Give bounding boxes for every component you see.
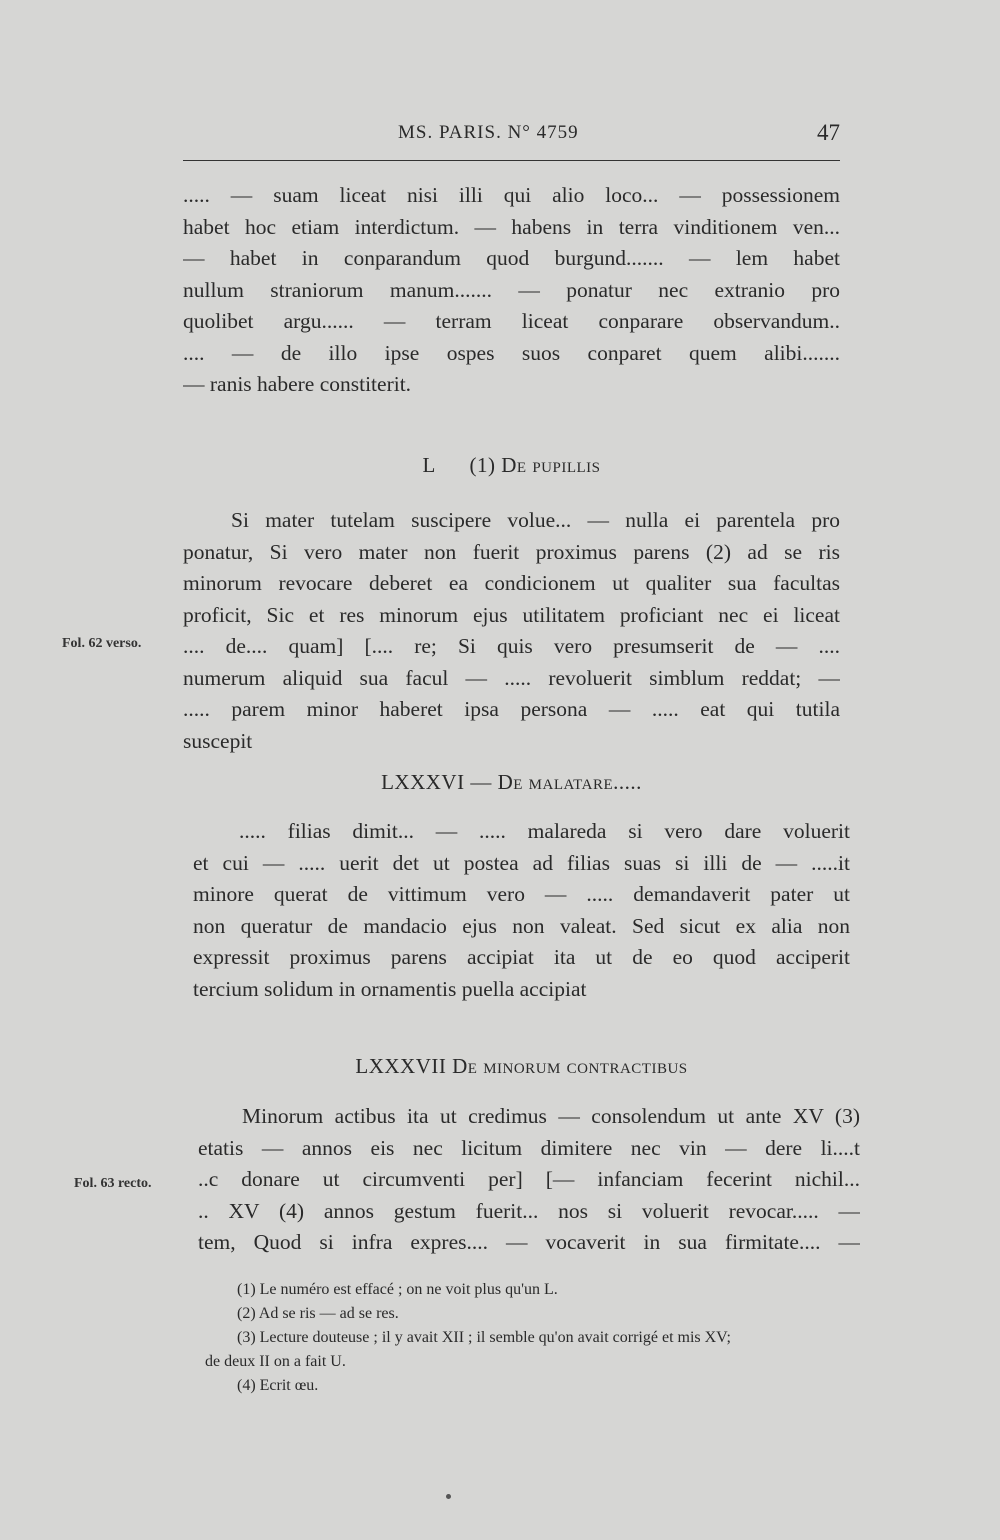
heading-title: De minorum contractibus bbox=[452, 1054, 688, 1078]
section-heading-lxxxvii bbox=[193, 1054, 850, 1079]
page-mark bbox=[446, 1494, 451, 1499]
text-line: — ranis habere constiterit. bbox=[183, 372, 412, 396]
text-line: expressit proximus parens accipiat ita ut de eo quod acciperit bbox=[193, 945, 850, 969]
heading-title: — De malatare..... bbox=[470, 770, 642, 794]
page-number: 47 bbox=[817, 120, 840, 145]
text-line: non queratur de mandacio ejus non valeat. Sed sicut ex alia non bbox=[193, 913, 850, 938]
footnote-1: (1) Le numéro est effacé ; on ne voit plus qu'un L. bbox=[237, 1281, 558, 1298]
text-line: .. XV (4) annos gestum fuerit... nos si voluerit revocar..... — bbox=[198, 1198, 860, 1223]
text-line: ..c donare ut circumventi per] [— infanciam fecerint nichil... bbox=[198, 1167, 860, 1191]
text-line: minore querat de vittimum vero — ..... demandaverit pater ut bbox=[193, 882, 850, 906]
text-line: .... de.... quam] [.... re; Si quis vero presumserit de — .... bbox=[183, 634, 840, 658]
heading-numeral: L bbox=[422, 453, 436, 477]
margin-note-fol-62: Fol. 62 verso. bbox=[62, 636, 142, 651]
text-block-section-lxxxvi bbox=[193, 816, 850, 1005]
text-line: Minorum actibus ita ut credimus — consolendum ut ante XV (3) bbox=[242, 1104, 860, 1128]
text-block-section-lxxxvii bbox=[198, 1101, 860, 1259]
text-line: et cui — ..... uerit det ut postea ad filias suas si illi de — .....it bbox=[193, 850, 850, 875]
heading-numeral: LXXXVI bbox=[381, 770, 465, 794]
footnotes bbox=[205, 1278, 865, 1398]
footnote-2: (2) Ad se ris — ad se res. bbox=[237, 1305, 399, 1322]
footnote-4: (4) Ecrit œu. bbox=[237, 1377, 319, 1394]
section-heading-lxxxvi bbox=[183, 770, 840, 795]
running-title: MS. PARIS. N° 4759 bbox=[398, 122, 579, 143]
text-line: ..... — suam liceat nisi illi qui alio loco... — possessionem bbox=[183, 183, 840, 207]
heading-title: De pupillis bbox=[501, 453, 601, 477]
text-line: tercium solidum in ornamentis puella accipiat bbox=[193, 976, 587, 1001]
text-line: suscepit bbox=[183, 728, 253, 753]
heading-numeral: LXXXVII bbox=[355, 1054, 447, 1078]
text-line: ponatur, Si vero mater non fuerit proximus parens (2) ad se ris bbox=[183, 539, 840, 564]
text-line: etatis — annos eis nec licitum dimitere nec vin — dere li....t bbox=[198, 1135, 860, 1160]
text-line: quolibet argu...... — terram liceat conparare observandum.. bbox=[183, 309, 840, 333]
text-line: Si mater tutelam suscipere volue... — nulla ei parentela pro bbox=[231, 508, 840, 532]
text-line: minorum revocare deberet ea condicionem ut qualiter sua facultas bbox=[183, 571, 840, 595]
footnote-ref: (1) bbox=[469, 453, 496, 477]
text-block-1 bbox=[183, 180, 840, 401]
text-line: tem, Quod si infra expres.... — vocaverit in sua firmitate.... — bbox=[198, 1230, 860, 1254]
text-line: nullum straniorum manum....... — ponatur nec extranio pro bbox=[183, 277, 840, 302]
footnote-3-continued: de deux II on a fait U. bbox=[205, 1353, 346, 1370]
text-line: proficit, Sic et res minorum ejus utilitatem proficiant nec ei liceat bbox=[183, 602, 840, 627]
text-block-section-l bbox=[183, 505, 840, 757]
text-line: — habet in conparandum quod burgund....... — lem habet bbox=[183, 246, 840, 270]
text-line: habet hoc etiam interdictum. — habens in terra vinditionem ven... bbox=[183, 214, 840, 239]
footnote-3: (3) Lecture douteuse ; il y avait XII ; il semble qu'on avait corrigé et mis XV; bbox=[237, 1329, 731, 1346]
margin-note-fol-63: Fol. 63 recto. bbox=[74, 1176, 152, 1191]
text-line: ..... filias dimit... — ..... malareda si vero dare voluerit bbox=[239, 819, 850, 843]
section-heading-l bbox=[183, 453, 840, 478]
page-header bbox=[183, 118, 840, 161]
text-line: .... — de illo ipse ospes suos conparet quem alibi....... bbox=[183, 340, 840, 365]
text-line: numerum aliquid sua facul — ..... revoluerit simblum reddat; — bbox=[183, 665, 840, 690]
text-line: ..... parem minor haberet ipsa persona — ..... eat qui tutila bbox=[183, 697, 840, 721]
